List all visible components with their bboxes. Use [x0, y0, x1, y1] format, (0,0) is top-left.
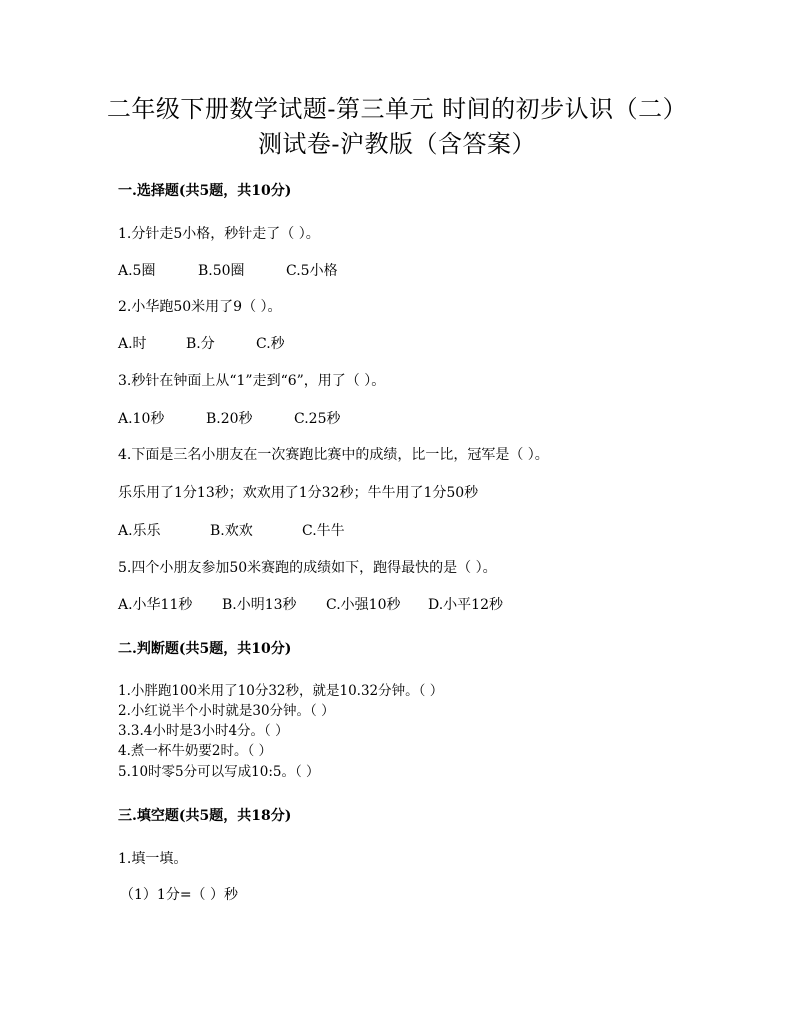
question-4-text: 4.下面是三名小朋友在一次赛跑比赛中的成绩，比一比，冠军是（ ）。 [118, 447, 549, 463]
question-3-option-b: B.20秒 [206, 411, 253, 427]
question-5-option-c: C.小强10秒 [326, 597, 401, 613]
section-heading-choice: 一.选择题(共5题，共10分) [118, 183, 292, 199]
question-1-option-a: A.5圈 [118, 263, 156, 279]
section-heading-fill: 三.填空题(共5题，共18分) [118, 808, 292, 824]
question-3-text: 3.秒针在钟面上从“1”走到“6”，用了（ ）。 [118, 373, 386, 389]
question-3-option-c: C.25秒 [294, 411, 341, 427]
question-4-option-c: C.牛牛 [302, 523, 345, 539]
judge-item-2: 2.小红说半个小时就是30分钟。（ ） [118, 703, 335, 719]
question-4-option-a: A.乐乐 [118, 523, 161, 539]
question-5-options [118, 595, 503, 615]
judge-item-5: 5.10时零5分可以写成10:5。（ ） [118, 764, 320, 780]
judge-item-4: 4.煮一杯牛奶要2时。（ ） [118, 743, 273, 759]
document-title-line2: 测试卷-沪教版（含答案） [257, 130, 537, 158]
question-1-option-b: B.50圈 [198, 263, 245, 279]
question-2-option-c: C.秒 [256, 336, 285, 352]
question-5-text: 5.四个小朋友参加50米赛跑的成绩如下，跑得最快的是（ ）。 [118, 560, 497, 576]
question-4-options [118, 521, 345, 541]
question-2-options [118, 334, 285, 354]
question-4-option-b: B.欢欢 [210, 523, 253, 539]
document-title-line1: 二年级下册数学试题-第三单元 时间的初步认识（二） [106, 95, 688, 123]
question-3-options [118, 409, 340, 429]
question-4-extra: 乐乐用了1分13秒；欢欢用了1分32秒；牛牛用了1分50秒 [118, 485, 479, 501]
section-heading-judge: 二.判断题(共5题，共10分) [118, 641, 292, 657]
judge-item-1: 1.小胖跑100米用了10分32秒，就是10.32分钟。（ ） [118, 683, 444, 699]
fill-question-1-sub1: （1）1分=（ ）秒 [120, 887, 238, 903]
question-5-option-a: A.小华11秒 [118, 597, 193, 613]
question-5-option-b: B.小明13秒 [222, 597, 297, 613]
fill-question-1: 1.填一填。 [118, 851, 188, 867]
question-1-options [118, 261, 338, 281]
question-5-option-d: D.小平12秒 [428, 597, 503, 613]
question-2-option-b: B.分 [186, 336, 215, 352]
question-3-option-a: A.10秒 [118, 411, 165, 427]
question-2-option-a: A.时 [118, 336, 147, 352]
question-1-option-c: C.5小格 [286, 263, 338, 279]
question-2-text: 2.小华跑50米用了9（ ）。 [118, 299, 282, 315]
judge-item-3: 3.3.4小时是3小时4分。（ ） [118, 723, 289, 739]
question-1-text: 1.分针走5小格，秒针走了（ ）。 [118, 226, 320, 242]
